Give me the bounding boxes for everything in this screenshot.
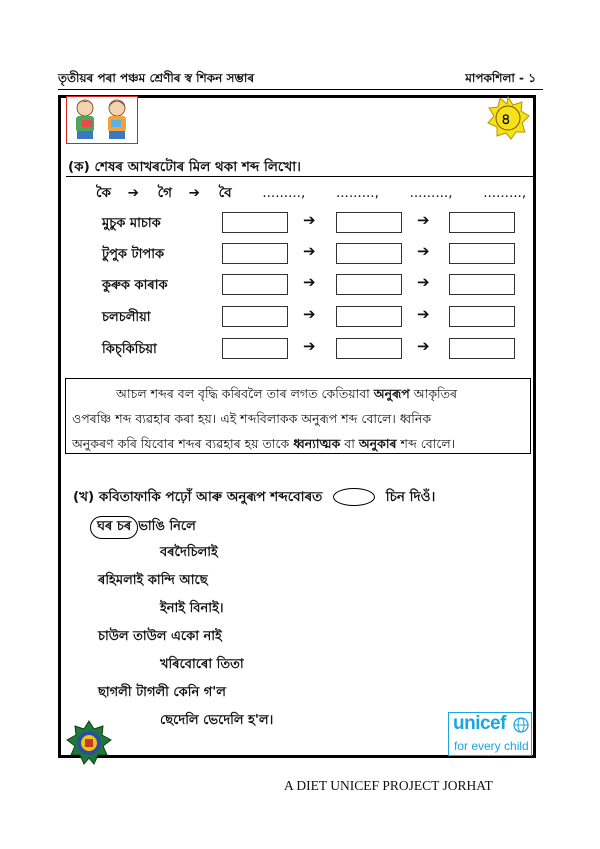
poem-line-8: ছেদেলি ভেদেলি হ'ল। [160, 713, 274, 728]
arrow-icon: ➔ [303, 337, 316, 355]
exercise-word: চলচলীয়া [102, 310, 151, 325]
note-text: আচল শব্দৰ বল বৃদ্ধি কৰিবলৈ তাৰ লগত কেতিয়াবা [116, 386, 370, 401]
note-keyword: অনুকাৰ [358, 436, 397, 451]
globe-icon [513, 717, 529, 733]
example-word-1: কৈ [96, 185, 111, 201]
arrow-icon: ➔ [127, 185, 139, 201]
poem-line-3: ৰহিমলাই কান্দি আছে [98, 573, 208, 588]
oval-mark-icon [333, 488, 375, 506]
answer-box[interactable] [449, 306, 515, 327]
poem-line-6: খৰিবোৰো তিতা [160, 657, 244, 672]
arrow-icon: ➔ [417, 273, 430, 291]
answer-box[interactable] [222, 306, 288, 327]
arrow-icon: ➔ [417, 242, 430, 260]
section-a-title: (ক) শেষৰ আখৰটোৰ মিল থকা শব্দ লিখো। [68, 159, 301, 175]
arrow-icon: ➔ [188, 185, 200, 201]
exercise-word: কিচ্‌কিচিয়া [102, 342, 157, 357]
answer-box[interactable] [222, 212, 288, 233]
answer-box[interactable] [222, 274, 288, 295]
answer-box[interactable] [449, 274, 515, 295]
exercise-word: মুচুক মাচাক [102, 216, 161, 231]
unicef-tagline: for every child [454, 739, 529, 753]
answer-box[interactable] [336, 338, 402, 359]
answer-box[interactable] [222, 338, 288, 359]
poem-text: ভাঙি নিলে [138, 519, 196, 534]
answer-box[interactable] [449, 212, 515, 233]
answer-box[interactable] [449, 338, 515, 359]
note-line-2: ওপৰঞ্চি শব্দ ব্যৱহাৰ কৰা হয়। এই শব্দবিলাকক অনুৰূপ শব্দ বোলে। ধ্বনিক [72, 411, 432, 426]
section-b-title-text: চিন দিওঁ। [385, 489, 436, 505]
footer-project-credit: A DIET UNICEF PROJECT JORHAT [284, 778, 493, 793]
lesson-number-badge [486, 96, 530, 140]
example-blank: ........., [335, 185, 379, 201]
note-keyword: অনুৰূপ [373, 386, 410, 401]
grammar-note-box [65, 378, 531, 454]
note-text: আকৃতিৰ [413, 386, 458, 401]
poem-line-5: চাউল তাউল একো নাই [98, 629, 222, 644]
answer-box[interactable] [336, 212, 402, 233]
diet-emblem-logo [66, 720, 112, 766]
example-word-2: গৈ [157, 185, 172, 201]
example-blank: ........., [483, 185, 527, 201]
answer-box[interactable] [336, 274, 402, 295]
arrow-icon: ➔ [417, 337, 430, 355]
exercise-word: কুৰুক কাৰাক [102, 278, 168, 293]
poem-line-1 [90, 516, 196, 539]
arrow-icon: ➔ [417, 211, 430, 229]
example-word-3: বৈ [218, 185, 232, 201]
poem-line-4: ইনাই বিনাই। [160, 601, 224, 616]
exercise-word: টুপুক টাপাক [102, 247, 165, 262]
note-text: বা [344, 436, 355, 451]
poem-line-7: ছাগলী টাগলী কেনি গ'ল [98, 685, 226, 700]
section-b-title-text: (খ) কবিতাফাকি পঢ়োঁ আৰু অনুৰূপ শব্দবোৰত [73, 489, 323, 505]
answer-box[interactable] [336, 306, 402, 327]
poem-line-2: বৰদৈচিলাই [160, 545, 218, 560]
arrow-icon: ➔ [303, 305, 316, 323]
badge-number: ৪ [501, 110, 511, 128]
worksheet-series-title: তৃতীয়ৰ পৰা পঞ্চম শ্ৰেণীৰ স্ব শিকন সম্ভাৰ [58, 71, 255, 85]
arrow-icon: ➔ [303, 211, 316, 229]
note-text: শব্দ বোলে। [400, 436, 456, 451]
example-blank: ........., [262, 185, 306, 201]
children-reading-illustration [66, 96, 138, 144]
note-text: অনুকৰণ কৰি যিবোৰ শব্দৰ ব্যৱহাৰ হয় তাকে [72, 436, 290, 451]
section-a-title-underline [66, 176, 533, 177]
answer-box[interactable] [222, 243, 288, 264]
answer-box[interactable] [449, 243, 515, 264]
note-line-3 [72, 431, 524, 456]
unicef-wordmark: unicef [453, 713, 506, 734]
arrow-icon: ➔ [303, 242, 316, 260]
example-row [96, 182, 536, 205]
note-keyword: ধ্বন্যাত্মক [293, 436, 341, 451]
arrow-icon: ➔ [303, 273, 316, 291]
arrow-icon: ➔ [417, 305, 430, 323]
example-blank: ........., [409, 185, 453, 201]
header-divider [58, 89, 543, 90]
answer-box[interactable] [336, 243, 402, 264]
unicef-logo [448, 712, 532, 756]
sheet-number: মাপকশিলা - ১ [465, 71, 536, 85]
section-b-title [73, 486, 435, 509]
note-line-1 [72, 381, 524, 406]
circled-word: ঘৰ চৰ [90, 516, 138, 539]
